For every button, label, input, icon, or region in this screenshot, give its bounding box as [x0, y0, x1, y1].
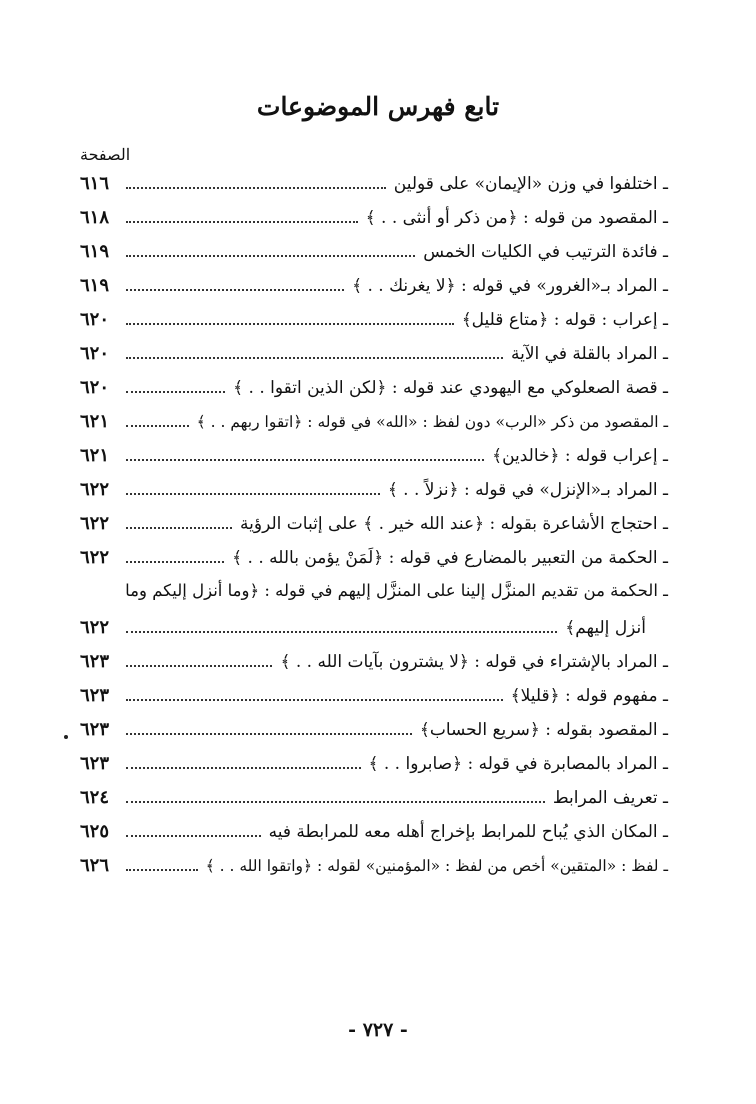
entry-page: ٦٢٦	[80, 855, 110, 876]
index-entry	[80, 821, 668, 853]
entry-text: ـ الحكمة من التعبير بالمضارع في قوله : ﴿لَمَنْ يؤمن بالله . . ﴾	[232, 548, 668, 568]
entry-text: ـ قصة الصعلوكي مع اليهودي عند قوله : ﴿لكن الذين اتقوا . . ﴾	[233, 378, 668, 398]
leader-dots	[126, 664, 272, 667]
entry-page: ٦١٦	[80, 173, 110, 194]
leader-dots	[126, 492, 380, 495]
leader-dots	[126, 254, 415, 257]
entry-page: ٦٢١	[80, 411, 110, 432]
entry-page: ٦٢٠	[80, 309, 110, 330]
leader-dots	[126, 186, 386, 189]
entry-text: ـ إعراب : قوله : ﴿متاع قليل﴾	[461, 310, 668, 330]
leader-dots	[126, 766, 361, 769]
leader-dots	[126, 390, 225, 393]
index-entry	[80, 275, 668, 307]
leader-dots	[126, 356, 503, 359]
index-entry	[80, 651, 668, 683]
entry-text: ـ لفظ : «المتقين» أخص من لفظ : «المؤمنين» لقوله : ﴿واتقوا الله . . ﴾	[205, 857, 668, 875]
index-entry	[80, 445, 668, 477]
entry-page: ٦٢٢	[80, 617, 110, 638]
leader-dots	[126, 630, 557, 633]
index-entry-continuation	[80, 617, 646, 649]
leader-dots	[126, 698, 503, 701]
entry-text: ـ المكان الذي يُباح للمرابط بإخراج أهله معه للمرابطة فيه	[268, 822, 668, 842]
entry-text: ـ اختلفوا في وزن «الإيمان» على قولين	[393, 174, 668, 194]
index-entry	[80, 685, 668, 717]
entry-page: ٦١٨	[80, 207, 110, 228]
entry-page: ٦١٩	[80, 275, 110, 296]
index-entry	[80, 753, 668, 785]
entry-page: ٦٢٠	[80, 377, 110, 398]
page-number: - ٧٢٧ -	[348, 1019, 408, 1041]
entry-text: ـ احتجاج الأشاعرة بقوله : ﴿عند الله خير . ﴾ على إثبات الرؤية	[240, 514, 668, 534]
index-entry	[80, 173, 668, 205]
page-column-label: الصفحة	[80, 145, 131, 164]
entry-page: ٦٢٠	[80, 343, 110, 364]
page-title: تابع فهرس الموضوعات	[256, 92, 500, 121]
entry-text: ـ المقصود بقوله : ﴿سريع الحساب﴾	[419, 720, 668, 740]
entry-text: ـ مفهوم قوله : ﴿قليلا﴾	[510, 686, 668, 706]
entry-text: ـ المراد بالإشتراء في قوله : ﴿لا يشترون بآيات الله . . ﴾	[280, 652, 668, 672]
leader-dots	[126, 322, 454, 325]
entry-text: ـ فائدة الترتيب في الكليات الخمس	[423, 242, 668, 262]
leader-dots	[126, 424, 189, 427]
entry-page: ٦٢٣	[80, 685, 110, 706]
entry-text: ـ المراد بـ«الإنزل» في قوله : ﴿نزلاً . . ﴾	[387, 480, 668, 500]
leader-dots	[126, 220, 358, 223]
leader-dots	[126, 834, 261, 837]
entry-page: ٦٢٤	[80, 787, 110, 808]
index-entry	[80, 513, 668, 545]
entry-text: ـ إعراب قوله : ﴿خالدين﴾	[492, 446, 668, 466]
entry-text: ـ المقصود من قوله : ﴿من ذكر أو أنثى . . ﴾	[365, 208, 668, 228]
index-entry	[80, 411, 668, 443]
index-entry	[80, 479, 668, 511]
index-entry	[80, 343, 668, 375]
leader-dots	[126, 732, 412, 735]
index-entry	[80, 207, 668, 239]
entry-text: ـ المراد بالمصابرة في قوله : ﴿صابروا . . ﴾	[368, 754, 668, 774]
entry-page: ٦٢٣	[80, 651, 110, 672]
entry-page: ٦٢١	[80, 445, 110, 466]
entry-page: ٦٢٢	[80, 479, 110, 500]
entry-text: ـ المقصود من ذكر «الرب» دون لفظ : «الله» في قوله : ﴿اتقوا ربهم . . ﴾	[196, 413, 668, 431]
leader-dots	[126, 288, 344, 291]
index-entry	[80, 547, 668, 579]
index-entry	[80, 581, 668, 613]
entry-text: ـ تعريف المرابط	[552, 788, 668, 808]
leader-dots	[126, 800, 545, 803]
index-entry	[80, 309, 668, 341]
index-entry	[80, 377, 668, 409]
entry-page: ٦٢٢	[80, 547, 110, 568]
leader-dots	[126, 526, 232, 529]
index-entry	[80, 719, 668, 751]
margin-mark	[64, 735, 68, 739]
entry-text: ـ المراد بالقلة في الآية	[511, 344, 668, 364]
index-entry	[80, 855, 668, 887]
entry-text: ـ الحكمة من تقديم المنزَّل إلينا على المنزَّل إليهم في قوله : ﴿وما أنزل إليكم وما	[125, 581, 668, 600]
entry-page: ٦٢٣	[80, 753, 110, 774]
leader-dots	[126, 458, 484, 461]
index-entry	[80, 787, 668, 819]
leader-dots	[126, 560, 224, 563]
entry-page: ٦٢٢	[80, 513, 110, 534]
entry-page: ٦٢٣	[80, 719, 110, 740]
entry-text: أنزل إليهم﴾	[565, 618, 646, 638]
entry-page: ٦٢٥	[80, 821, 110, 842]
entry-text: ـ المراد بـ«الغرور» في قوله : ﴿لا يغرنك . . ﴾	[352, 276, 668, 296]
entry-page: ٦١٩	[80, 241, 110, 262]
index-entry	[80, 241, 668, 273]
leader-dots	[126, 868, 198, 871]
